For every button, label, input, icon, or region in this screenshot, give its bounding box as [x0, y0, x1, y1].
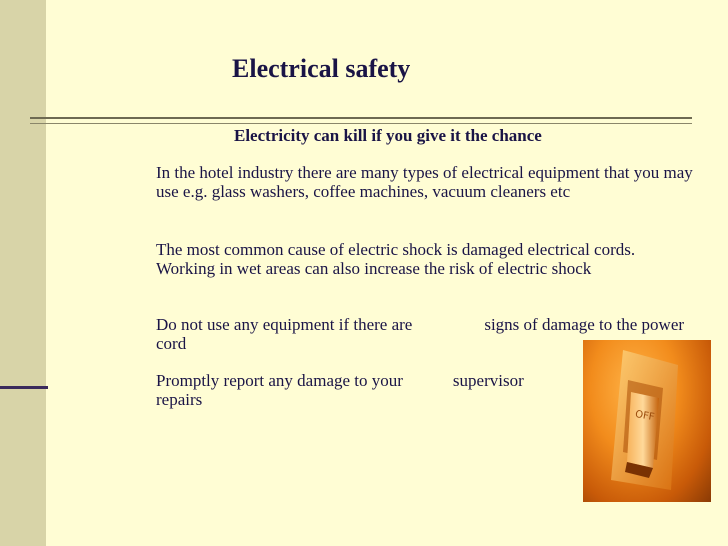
slide-subtitle: Electricity can kill if you give it the chance	[234, 126, 542, 145]
paragraph-do-not-use-part2: signs of damage to the power cord	[156, 315, 685, 353]
side-accent-line	[0, 386, 48, 389]
light-switch-photo	[583, 340, 711, 502]
title-rule-secondary	[30, 123, 692, 124]
paragraph-report-part2: supervisor	[452, 371, 524, 390]
paragraph-common-cause: The most common cause of electric shock is damaged electrical cords. Working in wet areas can also increase the risk of electric shock	[156, 240, 636, 278]
switch-off-label: OFF	[634, 409, 656, 424]
title-rule	[30, 117, 692, 119]
light-switch-icon	[583, 340, 711, 502]
slide-title: Electrical safety	[232, 54, 411, 83]
paragraph-report-part1: Promptly report any damage to your	[156, 371, 403, 390]
paragraph-equipment: In the hotel industry there are many types of electrical equipment that you may use e.g. glass washers, coffee machines, vacuum cleaners etc	[156, 163, 693, 201]
paragraph-do-not-use-part1: Do not use any equipment if there are	[156, 315, 413, 334]
side-band	[0, 0, 46, 546]
paragraph-report-part3: repairs	[156, 390, 203, 409]
